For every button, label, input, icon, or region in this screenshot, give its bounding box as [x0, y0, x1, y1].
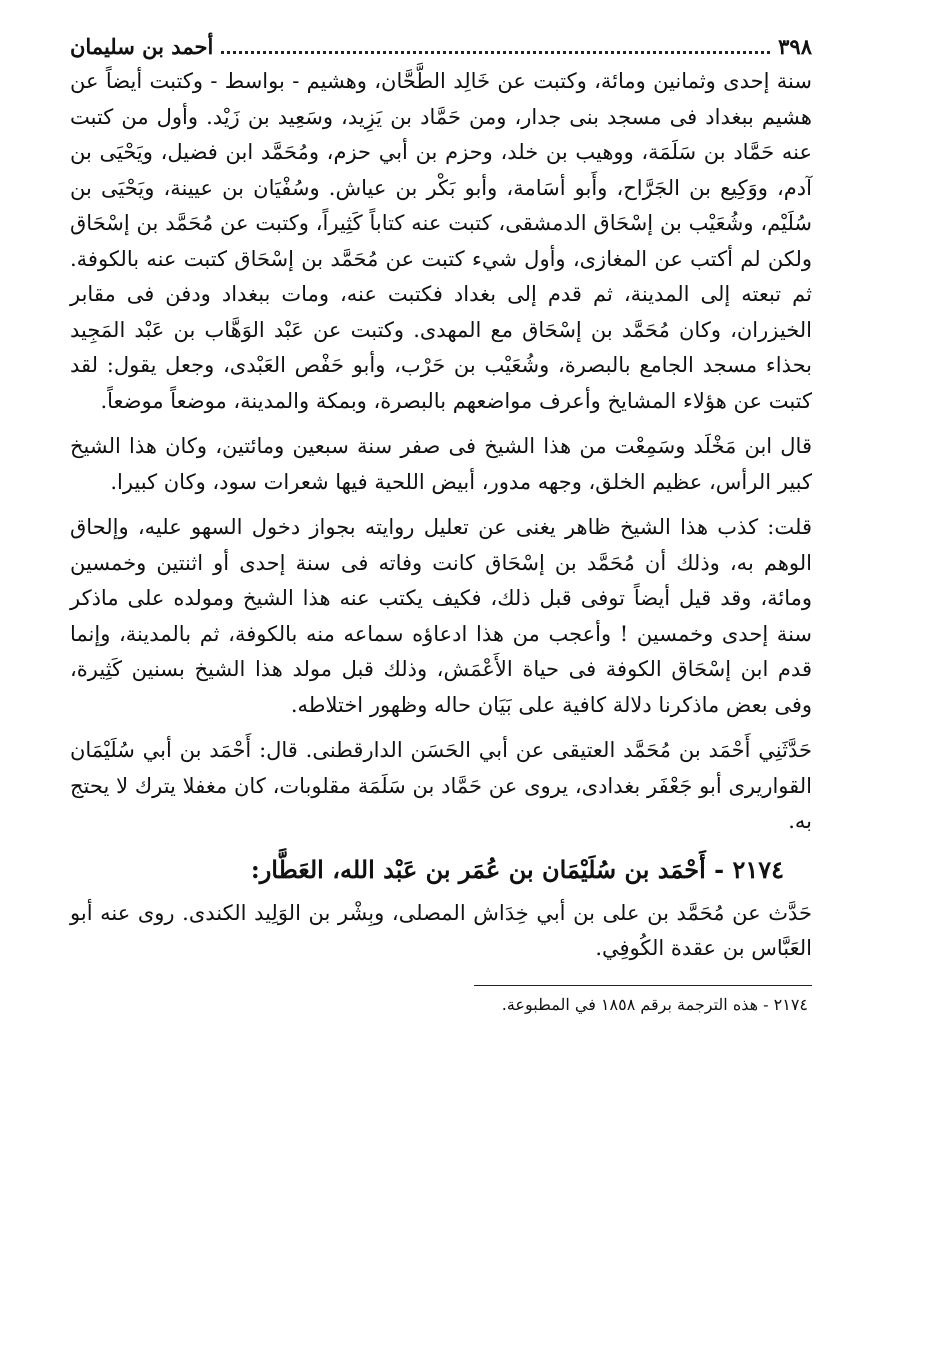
footnote-divider — [474, 985, 812, 986]
header-dot-leader — [221, 51, 770, 54]
footnote: ٢١٧٤ - هذه الترجمة برقم ١٨٥٨ في المطبوعة. — [501, 994, 808, 1014]
paragraph-narration: سنة إحدى وثمانين ومائة، وكتبت عن خَالِد الطَّحَّان، وهشيم - بواسط - وكتبت أيضاً عن هشيم ببغداد فى مسجد بنى جدار، ومن حَمَّاد بن يَزِيد، وسَعِيد بن زَيْد. وأول من كتبت عنه حَمَّاد بن سَلَمَة، ووهيب بن خلد، وحزم بن أبي حزم، ومُحَمَّد ابن فضيل، ويَحْيَى بن آدم، ووَكِيع بن الجَرَّاح، وأَبو أسَامة، وأبو بَكْر بن عياش. وسُفْيَان بن عيينة، ويَحْيَى بن سُلَيْم، وشُعَيْب بن إسْحَاق الدمشقى، كتبت عنه كتاباً كَثِيراً، وكتبت عن مُحَمَّد بن إسْحَاق ولكن لم أكتب عن المغازى، وأول شيء كتبت عن مُحَمَّد بن إسْحَاق كتبت عنه بالكوفة. ثم تبعته إلى المدينة، ثم قدم إلى بغداد فكتبت عنه، ومات ببغداد ودفن فى مقابر الخيزران، وكان مُحَمَّد بن إسْحَاق مع المهدى. وكتبت عن عَبْد الوَهَّاب بن عَبْد المَجِيد بحذاء مسجد الجامع بالبصرة، وشُعَيْب بن حَرْب، وأبو حَفْص العَبْدى، وجعل يقول: لقد كتبت عن هؤلاء المشايخ وأعرف مواضعهم بالبصرة، وبمكة والمدينة، موضعاً موضعاً. — [70, 69, 812, 413]
paragraph-author-comment: قلت: كذب هذا الشيخ ظاهر يغنى عن تعليل روايته بجواز دخول السهو عليه، وإلحاق الوهم به، وذلك أن مُحَمَّد بن إسْحَاق كانت وفاته فى سنة إحدى أو اثنتين وخمسين ومائة، وقد قيل أيضاً توفى قبل ذلك، فكيف يكتب عنه هذا الشيخ ومولده على ماذكر سنة إحدى وخمسين ! وأعجب من هذا ادعاؤه سماعه منه بالكوفة، ثم بالمدينة، وإنما قدم ابن إسْحَاق الكوفة فى حياة الأَعْمَش، وذلك قبل مولد هذا الشيخ بسنين كَثِيرة، وفى بعض ماذكرنا دلالة كافية على بَيَان حاله وظهور اختلاطه. — [70, 515, 812, 717]
book-page — [70, 30, 812, 1018]
running-title: أحمد بن سليمان — [70, 34, 214, 59]
paragraph-ibn-makhlad: قال ابن مَخْلَد وسَمِعْت من هذا الشيخ فى صفر سنة سبعين ومائتين، وكان هذا الشيخ كبير الرأس، عظيم الخلق، وجهه مدور، أبيض اللحية فيها شعرات سود، وكان كبيرا. — [70, 434, 812, 494]
entry-title: ٢١٧٤ - أَحْمَد بن سُلَيْمَان بن عُمَر بن عَبْد الله، العَطَّار: — [250, 854, 784, 884]
paragraph-daraqutni: حَدَّثَنِي أَحْمَد بن مُحَمَّد العتيقى عن أبي الحَسَن الدارقطنى. قال: أَحْمَد بن أبي سُلَيْمَان القواريرى أبو جَعْفَر بغدادى، يروى عن حَمَّاد بن سَلَمَة مقلوبات، كان مغفلا يترك لا يحتج به. — [70, 738, 812, 833]
page-number: ٣٩٨ — [778, 34, 812, 59]
entry-body: حَدَّث عن مُحَمَّد بن على بن أبي خِدَاش المصلى، وبِشْر بن الوَلِيد الكندى. روى عنه أبو العَبَّاس بن عقدة الكُوفِي. — [70, 900, 812, 960]
running-header — [70, 30, 812, 64]
